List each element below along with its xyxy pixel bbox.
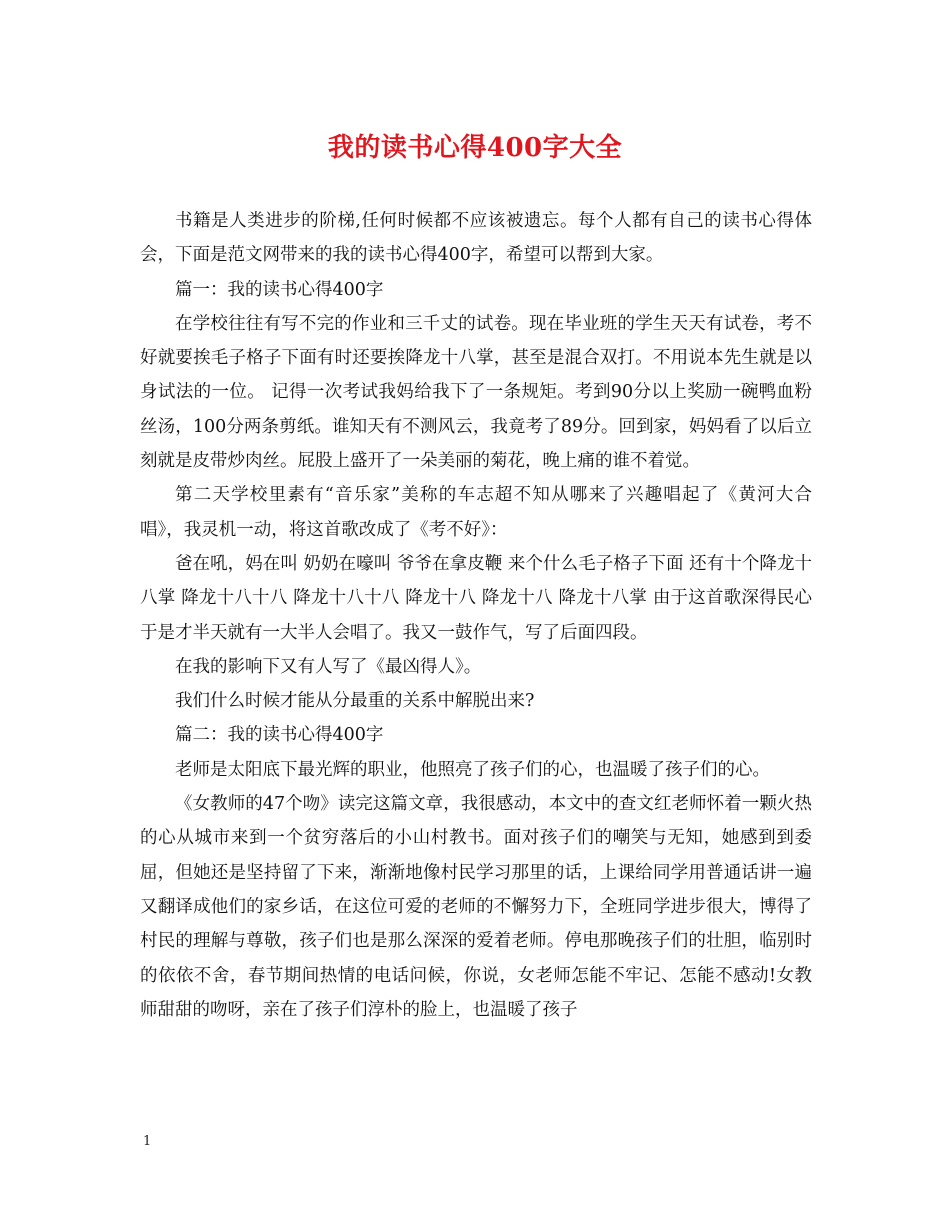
body-paragraph: 在我的影响下又有人写了《最凶得人》。 bbox=[175, 656, 482, 677]
body-paragraph: 第二天学校里素有“音乐家”美称的车志超不知从哪来了兴趣唱起了《黄河大合唱》，我灵机一动，将这首歌改成了《考不好》： bbox=[140, 485, 812, 540]
section-one-heading: 篇一：我的读书心得400字 bbox=[175, 279, 384, 300]
page-number: 1 bbox=[143, 1134, 152, 1149]
document-body bbox=[140, 204, 812, 1027]
body-paragraph: 在学校往往有写不完的作业和三千丈的试卷。现在毕业班的学生天天有试卷，考不好就要挨毛子格子下面有时还要挨降龙十八掌，甚至是混合双打。不用说本先生就是以身试法的一位。 记得一次考试我妈给我下了一条规矩。考到90分以上奖励一碗鸭血粉丝汤，100分两条剪纸。谁知天有不测风云，我竟考了89分。回到家，妈妈看了以后立刻就是皮带炒肉丝。屁股上盛开了一朵美丽的菊花，晚上痛的谁不着觉。 bbox=[140, 313, 812, 472]
song-lyrics-paragraph: 爸在吼，妈在叫 奶奶在嚎叫 爷爷在拿皮鞭 来个什么毛子格子下面 还有十个降龙十八掌 降龙十八十八 降龙十八十八 降龙十八 降龙十八 降龙十八掌 由于这首歌深得民心于是才半天就有一大半人会唱了。我又一鼓作气，写了后面四段。 bbox=[140, 553, 812, 643]
document-title: 我的读书心得400字大全 bbox=[327, 133, 623, 163]
body-paragraph: 我们什么时候才能从分最重的关系中解脱出来? bbox=[175, 691, 535, 712]
section-two-heading: 篇二：我的读书心得400字 bbox=[175, 725, 384, 746]
body-paragraph: 老师是太阳底下最光辉的职业，他照亮了孩子们的心，也温暖了孩子们的心。 bbox=[175, 759, 770, 780]
intro-paragraph: 书籍是人类进步的阶梯,任何时候都不应该被遗忘。每个人都有自己的读书心得体会，下面是范文网带来的我的读书心得400字，希望可以帮到大家。 bbox=[140, 211, 812, 266]
body-paragraph: 《女教师的47个吻》读完这篇文章，我很感动，本文中的查文红老师怀着一颗火热的心从城市来到一个贫穷落后的小山村教书。面对孩子们的嘲笑与无知，她感到到委屈，但她还是坚持留了下来，渐渐地像村民学习那里的话，上课给同学用普通话讲一遍又翻译成他们的家乡话，在这位可爱的老师的不懈努力下，全班同学进步很大，博得了村民的理解与尊敬，孩子们也是那么深深的爱着老师。停电那晚孩子们的壮胆，临别时的依依不舍，春节期间热情的电话问候，你说，女老师怎能不牢记、怎能不感动!女教师甜甜的吻呀，亲在了孩子们淳朴的脸上，也温暖了孩子 bbox=[140, 794, 812, 1020]
